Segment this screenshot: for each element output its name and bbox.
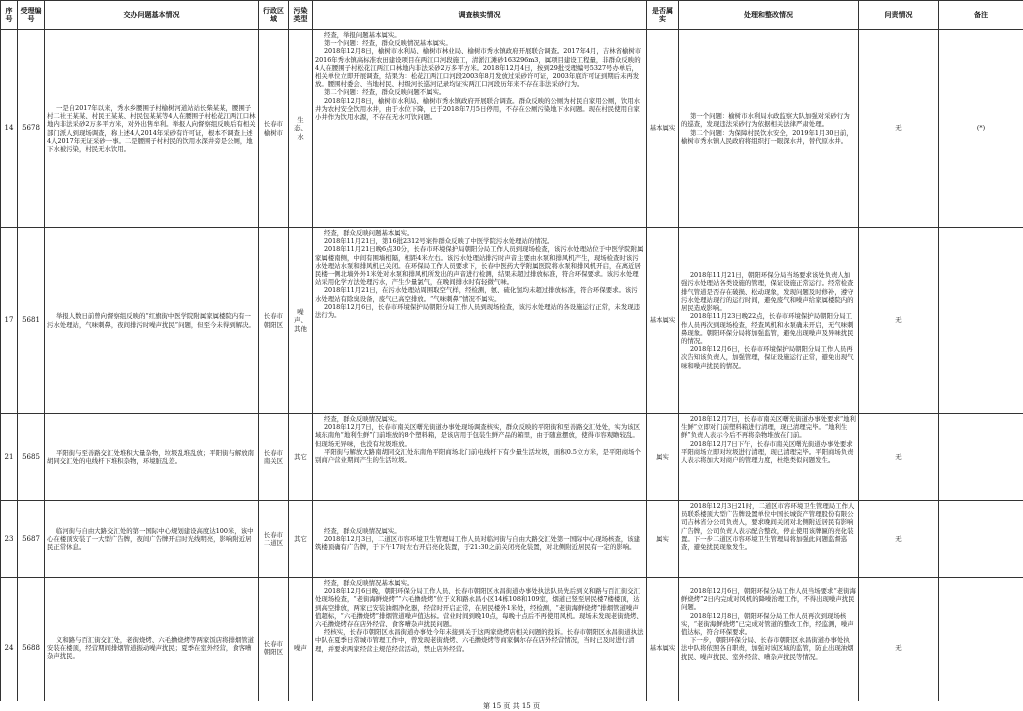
pollution-type-cell: 生态、水: [289, 30, 313, 228]
handling-cell: [679, 578, 859, 711]
investigation-para: 第一个问题：经查，群众反映情况基本属实。: [323, 39, 452, 48]
issue-text: 临河街与自由大路交汇处的第一国际中心规划建设高度达100米，该中心在楼顶安装了一大型广告牌，夜间广告牌开启时光线明亮，影响附近居民正常休息。: [47, 526, 254, 552]
verified-cell: 基本属实: [647, 30, 679, 228]
table-row: [1, 414, 1023, 501]
seq-cell: 17: [1, 228, 18, 414]
case-no-cell: 5681: [18, 228, 45, 414]
remarks-cell: [939, 578, 1023, 711]
remarks-cell: [939, 501, 1023, 578]
header-verified: 是否属实: [647, 1, 679, 30]
case-no-cell: 5678: [18, 30, 45, 228]
case-no-cell: 5685: [18, 414, 45, 501]
header-handling: 处理和整改情况: [679, 1, 859, 30]
investigation-para: 2018年12月6日晚，朝阳环保分局工作人员、长春市朝阳区永昌街道办事处执法队员先后到义和路与百汇街交汇处现场检查，“老街海鲜烧烤”“六毛撸烧烤”位于义和路永昌小区14栋108和109室，烟道已竖至居民楼7楼楼顶，达到高空排放，两家已安装油烟净化器，经营时开启正常，在居民楼外1米处，经检测，“老街海鲜烧烤”排烟管道噪声值超标，“六毛撸烧烤”排烟管道噪声值达标。营业时间到晚10点，每晚十点后不再使用风机。现场未发现老街烧烤、六毛撸烧烤存在店外经营、食客嘈杂声扰民问题。: [315, 587, 643, 629]
investigation-para: 平阳街与解放大路南胡同交汇处东南角平阳商场北门前电线杆下有少量生活垃圾，面积0.5立方米，是平阳商场个别商户营业期间产生的生活垃圾。: [315, 447, 641, 465]
investigation-para: 经查，群众反映情况属实。: [323, 526, 401, 535]
verified-cell: 基本属实: [647, 228, 679, 414]
district-cell: 长春市朝阳区: [259, 228, 289, 414]
header-remarks: 备注: [939, 1, 1023, 30]
handling-cell: [679, 414, 859, 501]
header-issue: 交办问题基本情况: [45, 1, 259, 30]
table-row: [1, 578, 1023, 711]
investigation-para: 经核实，长春市朝阳区永昌街道办事处今年未接到关于这两家烧烤店相关问题的投诉。长春市朝阳区永昌街道执法中队在夏季日常城市管理工作中，曾发现老街烧烤、六毛撸烧烤等商家偶尔存在店外经营情况，当时已及时进行清理，并要求两家经营主规范经营活动，禁止店外经营。: [315, 628, 644, 653]
header-row: [1, 1, 1023, 30]
header-seq: 序号: [1, 1, 18, 30]
table-row: [1, 228, 1023, 414]
pollution-type-cell: 其它: [289, 414, 313, 501]
investigation-cell: [313, 578, 647, 711]
investigation-para: 第二个问题：经查，群众反映问题不属实。: [323, 88, 446, 97]
verified-cell: 基本属实: [647, 578, 679, 711]
verified-cell: 属实: [647, 414, 679, 501]
page-number-footer: 第 15 页 共 15 页: [0, 701, 1023, 711]
case-no-cell: 5687: [18, 501, 45, 578]
investigation-para: 经查，群众反映情况基本属实。: [323, 579, 414, 587]
handling-para: 2018年12月3日21时，二道区市容环境卫生管理局工作人员联系楼顶大型广告牌设置单位中国长城资产管理股份有限公司吉林省分公司负责人，要求晚间关闭对北侧附近居民有影响广告牌，公司负责人表示配合整改，停止使用该牌匾的亮化装置。下一步二道区市容环境卫生管理局将加强此问题监督巡查，避免扰民现象发生。: [681, 502, 855, 552]
issue-cell: [45, 578, 259, 711]
accountability-cell: 无: [859, 228, 939, 414]
header-investigation: 调查核实情况: [313, 1, 647, 30]
handling-para: 2018年11月21日，朝阳环保分局当场要求该处负责人加强污水处理站各类设施的管理，保证设施正常运行。经常检查排气管道是否存在破损、松动现象，发现问题及时修补，遵守污水处理站现行的运行时间，避免废气和噪声给家属楼院内的居民造成影响。: [681, 271, 854, 313]
seq-cell: 24: [1, 578, 18, 711]
header-case-no: 受理编号: [18, 1, 45, 30]
table-row: [1, 30, 1023, 228]
investigation-cell: [313, 30, 647, 228]
issue-text: 举报人数日前曾向督察组反映的“红旗街中医学院附属家属楼院内有一污水处理站，气味刺鼻，夜间排污时噪声扰民”问题，但至今未得到解决。: [47, 312, 255, 329]
investigation-para: 2018年11月21日晚6点30分，长春市环境保护局朝阳分局工作人员到现场检查，该污水处理站位于中医学院附属家属楼南侧，中间有围墙相隔，相距4米左右。该污水处理站排污时声音主要由水泵和排风机产生，现场检查时该污水处理站水泵和排风机已关闭。在环保局工作人员要求下，长春中医药大学附属医院将水泵和排风机开启，在离近居民楼一侧北墙外外1米处对水泵和排风机所发出的声音进行检测，结果未超过排放标准，符合环保要求。该污水处理站采用化学方法处理污水，产生少量氯气，在晚间排水时有轻微气味。: [315, 245, 644, 287]
investigation-para: 2018年11月21日，在污水处理站周围取空气样，经检测，氨、硫化氢均未超过排放标准，符合环保要求。该污水处理站有除臭设备，废气已高空排放。“气味刺鼻”情况不属实。: [315, 286, 638, 303]
handling-para: 2018年12月6日，长春市环境保护局朝阳分局工作人员再次告知该负责人，加强管理，保证设施运行正常，避免出现气味和噪声扰民的情况。: [681, 345, 854, 370]
investigation-para: 2018年12月7日，长春市南关区曙光街道办事处现场调查核实，群众反映的平阳街和至善路交汇处处，实为该区域东南角“地利生鲜”门前堆放的8个塑料箱，是该店用于包装生鲜产品的箱里，由于随意摆放，使得市容观瞻较乱。但现场无异味，也没有垃圾堆放。: [315, 423, 640, 448]
pollution-type-cell: 噪声、其他: [289, 228, 313, 414]
district-cell: 长春市二道区: [259, 501, 289, 578]
handling-para: 第二个问题：为保障村民饮水安全，2019年1月30日前，榆树市秀水镇人民政府将组织打一眼深水井，替代原水井。: [681, 128, 853, 145]
accountability-cell: 无: [859, 30, 939, 228]
remarks-cell: (*): [939, 30, 1023, 228]
seq-cell: 23: [1, 501, 18, 578]
table-row: [1, 501, 1023, 578]
district-cell: 长春市榆树市: [259, 30, 289, 228]
handling-para: 2018年12月6日，朝阳环保分局工作人员当场要求“老街海鲜烧烤”2日内完成对风机的降噪治理工作，不得出现噪声扰民问题。: [681, 587, 856, 612]
investigation-para: 经查，群众反映问题基本属实。: [323, 229, 414, 237]
handling-cell: [679, 228, 859, 414]
investigation-cell: [313, 501, 647, 578]
header-pollution-type: 污染类型: [289, 1, 313, 30]
investigation-cell: [313, 228, 647, 414]
investigation-para: 2018年12月6日，长春市环境保护局朝阳分局工作人员到现场检查，该污水处理站的各设施运行正常，未发现违法行为。: [315, 302, 640, 320]
handling-para: 2018年12月7日，长春市南关区曙光街道办事处要求“地利生鲜”立即对门前塑料箱进行清理，现已清理完毕。“地利生鲜”负责人表示今后不再将杂物堆放在门前。: [681, 415, 856, 440]
investigation-para: 2018年12月8日，榆树市水利局、榆树市秀水镇政府开展联合调查。群众反映的公厕为村民自家用公厕，饮用水井为农村安全饮用水井，由于水位下降，已于2018年7月5日停用，不存在公厕污染地下水问题。现在村民使用自家小井作为饮用水源，不存在无水可饮问题。: [315, 96, 640, 122]
pollution-type-cell: 噪声: [289, 578, 313, 711]
investigation-para: 2018年12月8日，榆树市水利局、榆树市林业局、榆树市秀水镇政府开展联合调查。2017年4月，吉林省榆树市2016年秀水镇高标准农田建设项目在两江口河段施工，清淤江滩砂163296m3，属项目建设工程量，非群众反映的4人在腰围子村松花江两江口林地内非法采砂2万多平方米。2018年12月4日，按到29批受理编号5327号办单后，相关单位立即开展调查，结果为：松花江两江口河段2003年8月发放过采砂许可证，2003年底许可证到期后未再发放。腰围村委会、当地村民、村级河长巡河记录均证实两江口河段历年来不存在非法采砂行为。: [315, 47, 642, 89]
verified-cell: 属实: [647, 501, 679, 578]
accountability-cell: 无: [859, 501, 939, 578]
district-cell: 长春市朝阳区: [259, 578, 289, 711]
investigation-cell: [313, 414, 647, 501]
handling-para: 第一个问题：榆树市水利局水政监察大队加强对采砂行为的巡查，发现违法采砂行为依据相关法律严肃处理。: [681, 112, 850, 129]
remarks-cell: [939, 228, 1023, 414]
pollution-type-cell: 其它: [289, 501, 313, 578]
handling-para: 2018年12月8日，朝阳环保分局工作人员再次到现场核实，“老街海鲜烧烤”已完成对管道的整改工作，经监测，噪声值达标，符合环保要求。: [681, 611, 854, 637]
handling-cell: [679, 501, 859, 578]
handling-para: 下一步，朝阳环保分局、长春市朝阳区永昌街道办事处执法中队将依照各自职责，加强对该区域的监管，防止出现油烟扰民、噪声扰民、室外经营、嘈杂声扰民等情况。: [681, 636, 854, 661]
seq-cell: 21: [1, 414, 18, 501]
handling-para: 2018年12月7日下午，长春市南关区曙光街道办事处要求平阳商场立即对垃圾进行清理，现已清理完毕。平阳商场负责人表示将加大对商户的管理力度，杜绝类似问题发生。: [681, 439, 854, 465]
case-no-cell: 5688: [18, 578, 45, 711]
investigation-para: 2018年11月21日，第16批2312号案件群众反映了中医学院污水处理站的情况。: [323, 237, 554, 246]
header-accountability: 问责情况: [859, 1, 939, 30]
handling-cell: [679, 30, 859, 228]
issue-text: 平阳街与至善路交汇处堆积大量杂物，垃圾乱堆乱放；平阳街与解放南胡同交汇处的电线杆下堆积杂物，环境脏乱差。: [47, 448, 255, 465]
accountability-cell: 无: [859, 578, 939, 711]
issue-cell: [45, 414, 259, 501]
accountability-cell: 无: [859, 414, 939, 501]
district-cell: 长春市南关区: [259, 414, 289, 501]
issue-cell: [45, 501, 259, 578]
investigation-para: 2018年12月3日，二道区市容环境卫生管理局工作人员对临河街与自由大路交汇处第一国际中心现场核查，该建筑楼顶确有广告牌，于下午17时左右开启亮化装置，于21:30之前关闭亮化装置，对北侧附近居民有一定的影响。: [315, 534, 640, 552]
issue-cell: [45, 228, 259, 414]
seq-cell: 14: [1, 30, 18, 228]
investigation-para: 经查，群众反映情况属实。: [323, 415, 401, 423]
issue-cell: [45, 30, 259, 228]
header-district: 行政区域: [259, 1, 289, 30]
handling-para: 2018年11月23日晚22点，长春市环境保护局朝阳分局工作人员再次到现场检查，经查风机和水泵确未开启，无气味刺鼻现象。朝阳环保分局将加强监管，避免出现噪声及异味扰民的情况。: [681, 312, 854, 345]
remarks-cell: [939, 414, 1023, 501]
issue-text: 一是自2017年以来，秀水乡腰围子村榆树河道站站长柴某某，腰围子村二社王某某、村民王某某、村民包某某等4人在腰围子村松花江两江口林地内非法采砂2万多平方米，对外出售牟利。举报人向督察组反映后有相关部门派人到现场调查，称上述4人2014年采砂有许可证，根本不调查上述4人2017年无证采砂一事。二是腰围子村村民的饮用水深井旁是公厕，地下水被污染，村民无水饮用。: [47, 103, 256, 153]
investigation-para: 经查，举报问题基本属实。: [323, 31, 401, 39]
issue-text: 义和路与百汇街交汇处，老街烧烤、六毛撸烧烤等两家饭店将排烟管道安装在楼顶，经营期间排烟管道振动噪声扰民；夏季在室外经营，食客嘈杂声扰民。: [47, 635, 255, 661]
